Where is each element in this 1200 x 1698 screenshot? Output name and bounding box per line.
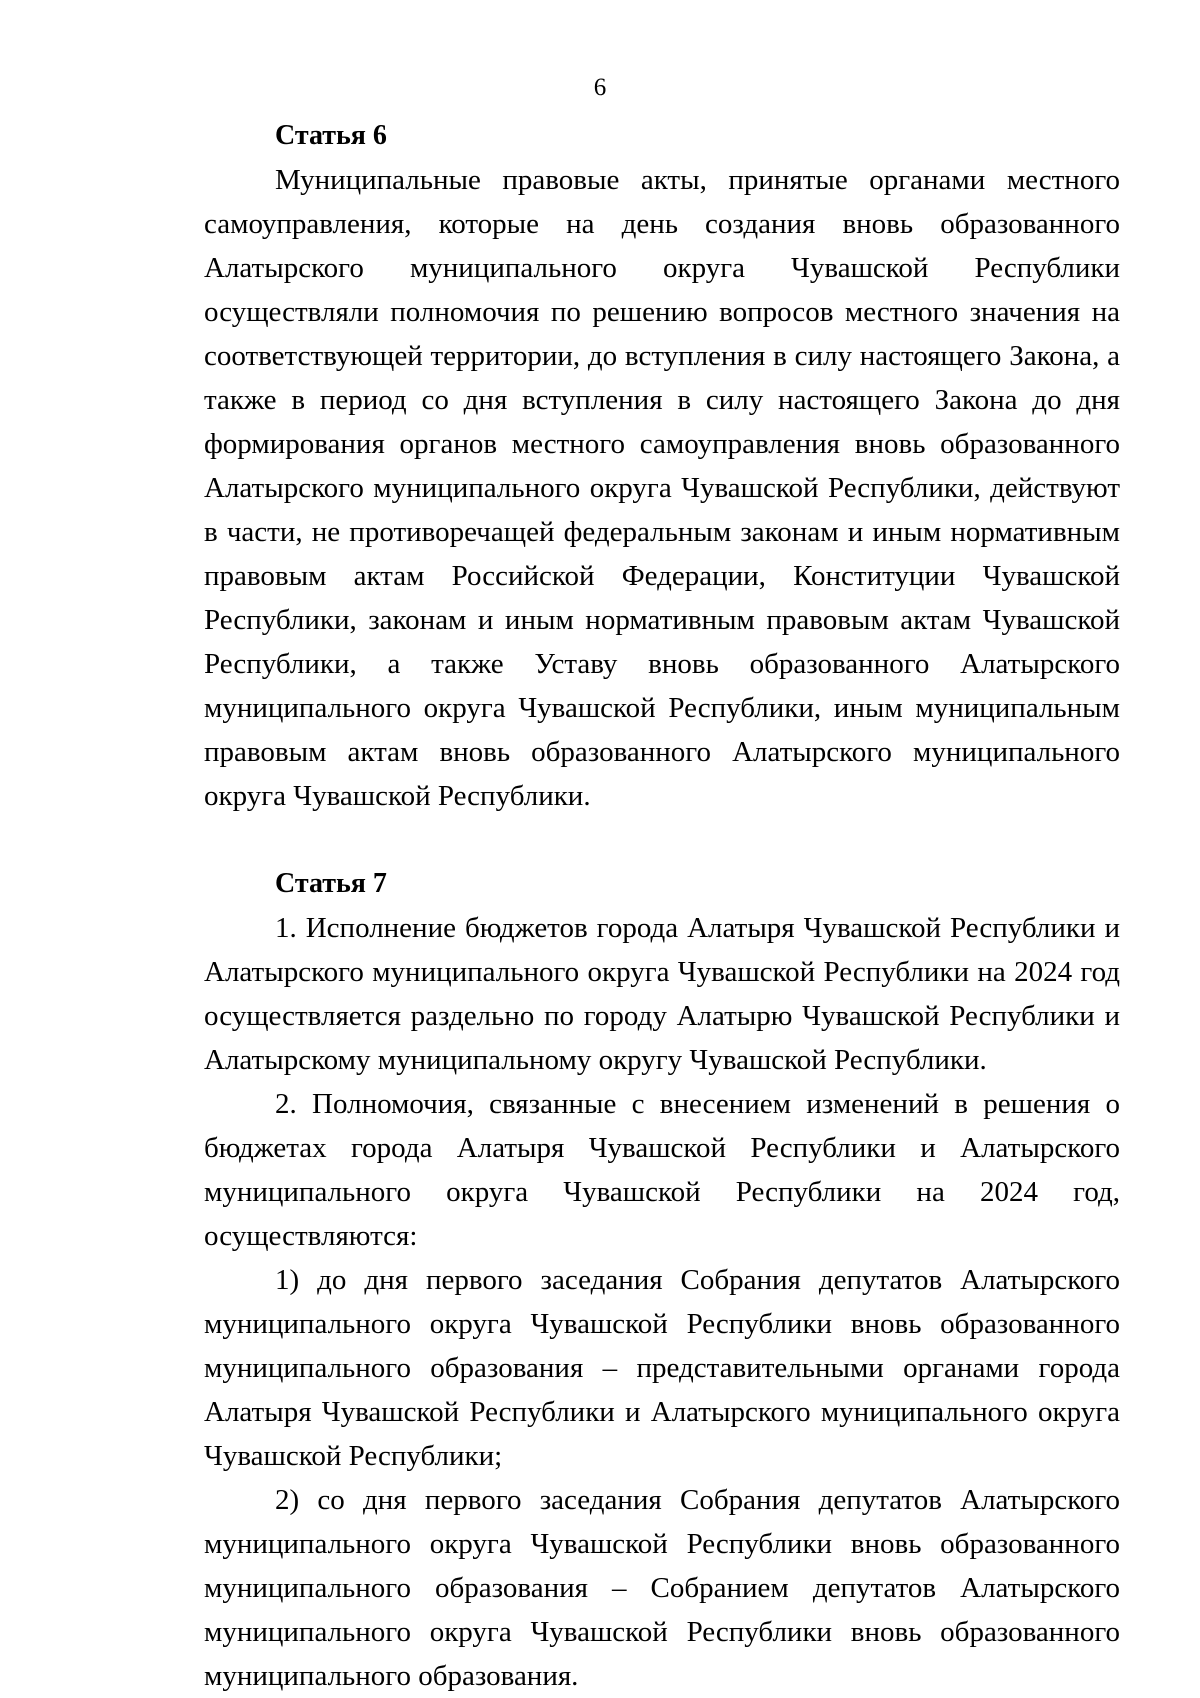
article-7	[204, 862, 1120, 1698]
article-heading: Статья 7	[275, 868, 387, 899]
article-paragraph: Муниципальные правовые акты, принятые органами местного самоуправления, которые на день создания вновь образованного Алатырского муниципального округа Чувашской Республики осуществляли полномочия по решению вопросов местного значения на соответствующей территории, до вступления в силу настоящего Закона, а также в период со дня вступления в силу настоящего Закона до дня формирования органов местного самоуправления вновь образованного Алатырского муниципального округа Чувашской Республики, действуют в части, не противоречащей федеральным законам и иным нормативным правовым актам Российской Федерации, Конституции Чувашской Республики, законам и иным нормативным правовым актам Чувашской Республики, а также Уставу вновь образованного Алатырского муниципального округа Чувашской Республики, иным муниципальным правовым актам вновь образованного Алатырского муниципального округа Чувашской Республики.	[204, 164, 1120, 812]
page-number: 6	[593, 74, 607, 101]
article-paragraph: 2) со дня первого заседания Собрания депутатов Алатырского муниципального округа Чувашской Республики вновь образованного муниципального образования – Собранием депутатов Алатырского муниципального округа Чувашской Республики вновь образованного муниципального образования.	[204, 1484, 1120, 1692]
article-paragraph: 1. Исполнение бюджетов города Алатыря Чувашской Республики и Алатырского муниципального округа Чувашской Республики на 2024 год осуществляется раздельно по городу Алатырю Чувашской Республики и Алатырскому муниципальному округу Чувашской Республики.	[204, 912, 1120, 1076]
document-body	[204, 114, 1120, 1698]
article-6	[204, 114, 1120, 818]
article-paragraph: 1) до дня первого заседания Собрания депутатов Алатырского муниципального округа Чувашской Республики вновь образованного муниципального образования – представительными органами города Алатыря Чувашской Республики и Алатырского муниципального округа Чувашской Республики;	[204, 1264, 1120, 1472]
article-heading: Статья 6	[275, 120, 387, 151]
article-paragraph: 2. Полномочия, связанные с внесением изменений в решения о бюджетах города Алатыря Чувашской Республики и Алатырского муниципального округа Чувашской Республики на 2024 год, осуществляются:	[204, 1088, 1120, 1252]
